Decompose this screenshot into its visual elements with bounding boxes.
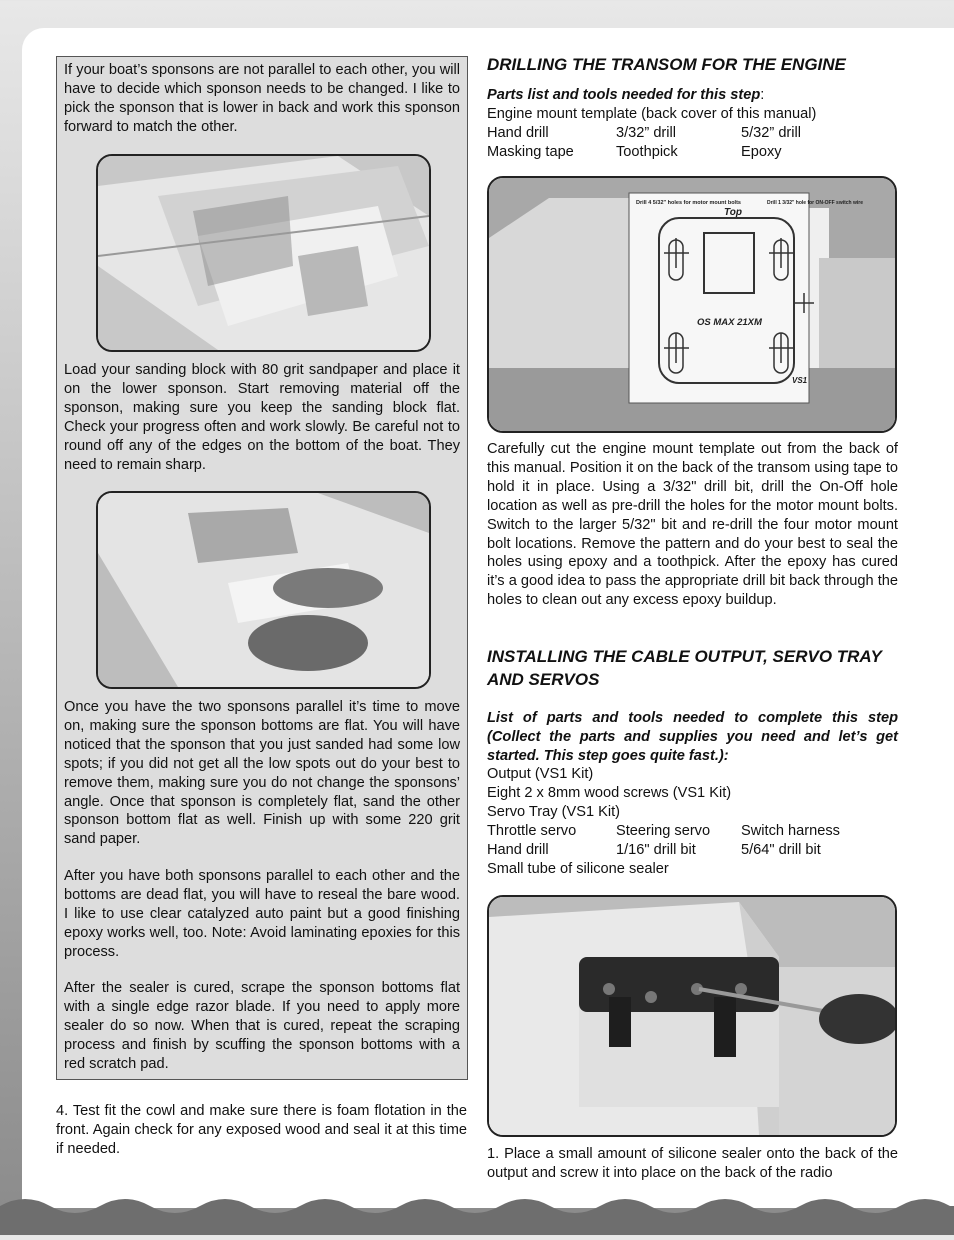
list-item: Throttle servo [487,822,577,839]
parts-item: Masking tape [487,143,574,160]
list-item: Eight 2 x 8mm wood screws (VS1 Kit) [487,784,732,801]
heading-installing-cable-output: INSTALLING THE CABLE OUTPUT, SERVO TRAY AND SERVOS [487,647,882,689]
parts-item: Toothpick [616,143,678,160]
template-vs1-label: VS1 [792,376,808,385]
photo-sponsons-hull [96,154,431,352]
step-4-text: 4. Test fit the cowl and make sure there is foam flotation in the front. Again check for any exposed wood and seal it at this time if needed. [56,1103,467,1157]
parts-list [487,86,907,162]
template-engine-label: OS MAX 21XM [697,317,762,328]
template-drill1-label: Drill 1 3/32" hole for ON-OFF switch wire [767,200,864,206]
parts-list-2 [487,765,907,878]
box-paragraph-2: Load your sanding block with 80 grit sandpaper and place it on the lower sponson. Start removing material off the sponson, making sure you keep the sanding block flat. Check your progress often and work slowly. Be careful not to round off any of the edges on the bottom of the boat. They need to remain sharp. [64,362,460,473]
parts-list-label: Parts list and tools needed for this step [487,87,761,103]
transom-instructions: Carefully cut the engine mount template out from the back of this manual. Position it on the back of the transom using tape to hold it in place. Using a 3/32" drill bit, drill the On-Off hole location as well as pre-drill the holes for the motor mount bolts. Switch to the larger 5/32" bit and re-drill the four motor mount bolt locations. Remove the pattern and do your best to seal the holes using epoxy and a toothpick. After the epoxy has cured it’s a good idea to pass the appropriate drill bit back through the holes to clean out any excess epoxy buildup. [487,441,898,609]
list-intro: List of parts and tools needed to complete this step (Collect the parts and supplies you need and let’s get started. This step goes quite fast.): [487,710,898,764]
parts-item: Epoxy [741,143,782,160]
list-item: Small tube of silicone sealer [487,860,669,877]
step-1-text: 1. Place a small amount of silicone sealer onto the back of the output and screw it into place on the back of the radio [487,1146,898,1181]
photo-sanding-sponson [96,491,431,689]
list-item: 1/16" drill bit [616,841,696,858]
box-paragraph-3: Once you have the two sponsons parallel it’s time to move on, making sure the sponson bottoms are flat. You will have noticed that the sponson that you just sanded had some low spots; if you did not get all the low spots out do your best to remove them, making sure you do not change the sponsons’ angle. Once that sponson is completely flat, sand the other sponson bottom flat as well. Finish up with some 220 grit sand paper. [64,699,460,848]
parts-item: 3/32” drill [616,124,677,141]
list-row-1 [487,822,907,841]
parts-line-1: Engine mount template (back cover of this manual) [487,105,817,122]
list-item: Hand drill [487,841,549,858]
parts-item: Hand drill [487,124,549,141]
template-drill4-label: Drill 4 5/32" holes for motor mount bolts [636,200,741,206]
list-row-2 [487,841,907,860]
box-paragraph-1: If your boat’s sponsons are not parallel to each other, you will have to decide which sponson needs to be changed. I like to pick the sponson that is lower in back and work this sponson forward to match the other. [64,62,460,135]
list-item: Servo Tray (VS1 Kit) [487,803,621,820]
parts-list-colon: : [760,87,765,103]
box-paragraph-5: After the sealer is cured, scrape the sponson bottoms flat with a single edge razor blade. If you need to apply more sealer do so now. When that is cured, repeat the scraping process and finish by scuffing the sponson bottoms with a red scratch pad. [64,980,460,1072]
list-item: Output (VS1 Kit) [487,766,594,782]
parts-item: 5/32” drill [741,124,802,141]
page-number: 6 [474,1194,482,1209]
heading-drilling-transom: DRILLING THE TRANSOM FOR THE ENGINE [487,55,846,74]
photo-cable-output [487,895,897,1137]
template-top-label: Top [724,207,742,218]
parts-row-2 [487,143,907,162]
photo-engine-template [487,176,897,433]
parts-row-1 [487,124,907,143]
list-item: Switch harness [741,822,840,839]
list-item: Steering servo [616,822,711,839]
list-item: 5/64" drill bit [741,841,821,858]
box-paragraph-4: After you have both sponsons parallel to each other and the bottoms are dead flat, you will have to reseal the bare wood. I like to use clear catalyzed auto paint but a good finishing epoxy works well, too. Note: Avoid laminating epoxies for this process. [64,868,460,960]
